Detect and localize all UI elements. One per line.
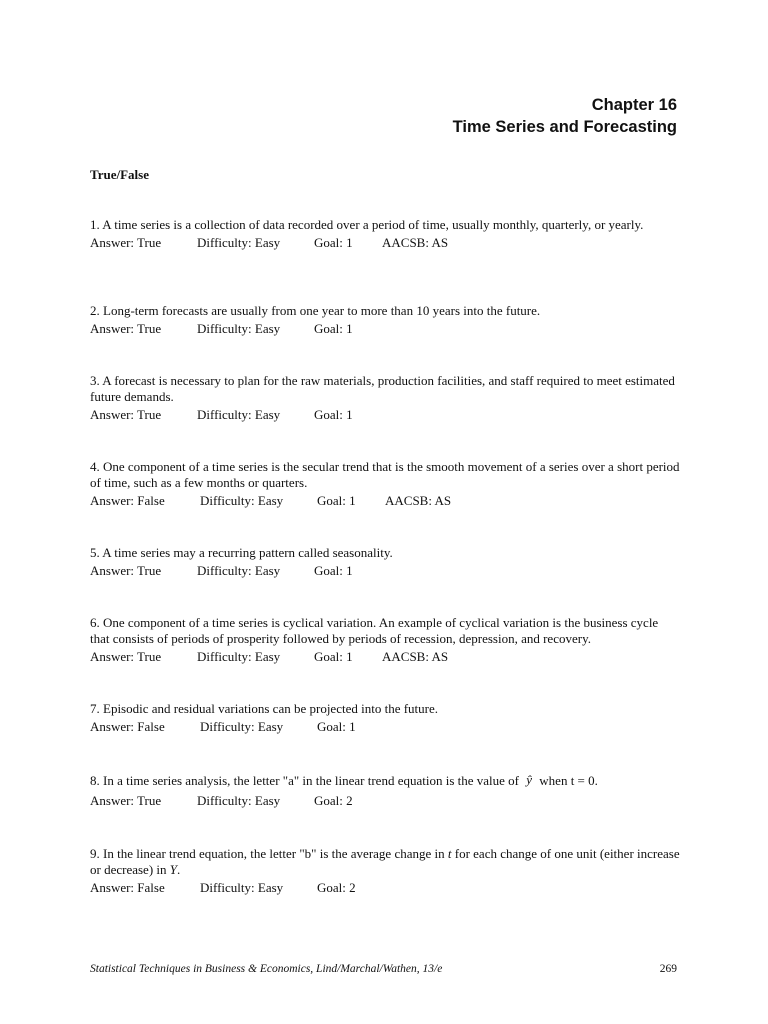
question-text: 5. A time series may a recurring pattern called seasonality. <box>90 545 393 560</box>
chapter-number: Chapter 16 <box>591 96 677 114</box>
goal: Goal: 2 <box>314 793 353 808</box>
question-text: 2. Long-term forecasts are usually from one year to more than 10 years into the future. <box>90 303 541 318</box>
goal: Goal: 1 <box>314 321 353 336</box>
question-text-part: when t = 0. <box>536 773 598 788</box>
question-4 <box>90 459 680 509</box>
answer-meta <box>90 235 643 251</box>
question-text-part: . <box>177 862 181 877</box>
difficulty: Difficulty: Easy <box>200 880 284 895</box>
answer-meta <box>90 407 680 423</box>
answer-meta <box>90 719 438 735</box>
answer: Answer: True <box>90 407 162 422</box>
difficulty: Difficulty: Easy <box>197 321 281 336</box>
aacsb: AACSB: AS <box>385 493 452 508</box>
question-text-part: 9. In the linear trend equation, the letter "b" is the average change in <box>90 846 448 861</box>
question-text <box>90 773 598 789</box>
variable-y: Y <box>169 862 177 877</box>
goal: Goal: 1 <box>314 235 353 250</box>
answer-meta <box>90 321 540 337</box>
answer: Answer: True <box>90 563 162 578</box>
question-text-part: for each change of one unit (either increase or decrease) in <box>90 846 680 877</box>
question-3 <box>90 373 680 423</box>
answer: Answer: False <box>90 880 165 895</box>
answer-meta <box>90 493 680 509</box>
goal: Goal: 1 <box>317 493 356 508</box>
goal: Goal: 1 <box>314 563 353 578</box>
goal: Goal: 1 <box>317 719 356 734</box>
chapter-title: Time Series and Forecasting <box>452 118 677 136</box>
variable-t: t <box>447 846 452 861</box>
difficulty: Difficulty: Easy <box>197 649 281 664</box>
question-text: 1. A time series is a collection of data recorded over a period of time, usually monthly, quarterly, or yearly. <box>90 217 644 232</box>
question-text <box>90 846 680 878</box>
goal: Goal: 1 <box>314 407 353 422</box>
section-title: True/False <box>90 167 149 182</box>
question-text: 4. One component of a time series is the secular trend that is the smooth movement of a series over a short period of time, such as a few months or quarters. <box>90 459 680 490</box>
page-footer <box>90 963 677 975</box>
chapter-header <box>453 94 677 138</box>
answer: Answer: True <box>90 793 162 808</box>
question-7 <box>90 701 438 735</box>
answer: Answer: True <box>90 649 162 664</box>
difficulty: Difficulty: Easy <box>200 719 284 734</box>
difficulty: Difficulty: Easy <box>200 493 284 508</box>
answer: Answer: False <box>90 493 165 508</box>
question-8 <box>90 773 598 809</box>
question-text: 6. One component of a time series is cyclical variation. An example of cyclical variation is the business cycle that consists of periods of prosperity followed by periods of recession, depression, and recovery. <box>90 615 659 646</box>
y-hat-symbol: ŷ <box>526 772 533 787</box>
answer-meta <box>90 880 680 896</box>
difficulty: Difficulty: Easy <box>197 407 281 422</box>
difficulty: Difficulty: Easy <box>197 563 281 578</box>
question-5 <box>90 545 393 579</box>
question-1 <box>90 217 643 251</box>
answer-meta <box>90 563 393 579</box>
answer: Answer: True <box>90 321 162 336</box>
answer-meta <box>90 649 680 665</box>
difficulty: Difficulty: Easy <box>197 793 281 808</box>
question-text: 3. A forecast is necessary to plan for the raw materials, production facilities, and staff required to meet estimated future demands. <box>90 373 675 404</box>
question-text: 7. Episodic and residual variations can be projected into the future. <box>90 701 438 716</box>
goal: Goal: 1 <box>314 649 353 664</box>
answer-meta <box>90 793 598 809</box>
aacsb: AACSB: AS <box>382 649 449 664</box>
footer-book-title: Statistical Techniques in Business & Economics, Lind/Marchal/Wathen, 13/e <box>90 963 443 975</box>
question-6 <box>90 615 680 665</box>
goal: Goal: 2 <box>317 880 356 895</box>
answer: Answer: False <box>90 719 165 734</box>
aacsb: AACSB: AS <box>382 235 449 250</box>
question-text-part: 8. In a time series analysis, the letter "a" in the linear trend equation is the value of <box>90 773 523 788</box>
question-9 <box>90 846 680 896</box>
question-2 <box>90 303 540 337</box>
page-number: 269 <box>659 963 677 975</box>
answer: Answer: True <box>90 235 162 250</box>
difficulty: Difficulty: Easy <box>197 235 281 250</box>
